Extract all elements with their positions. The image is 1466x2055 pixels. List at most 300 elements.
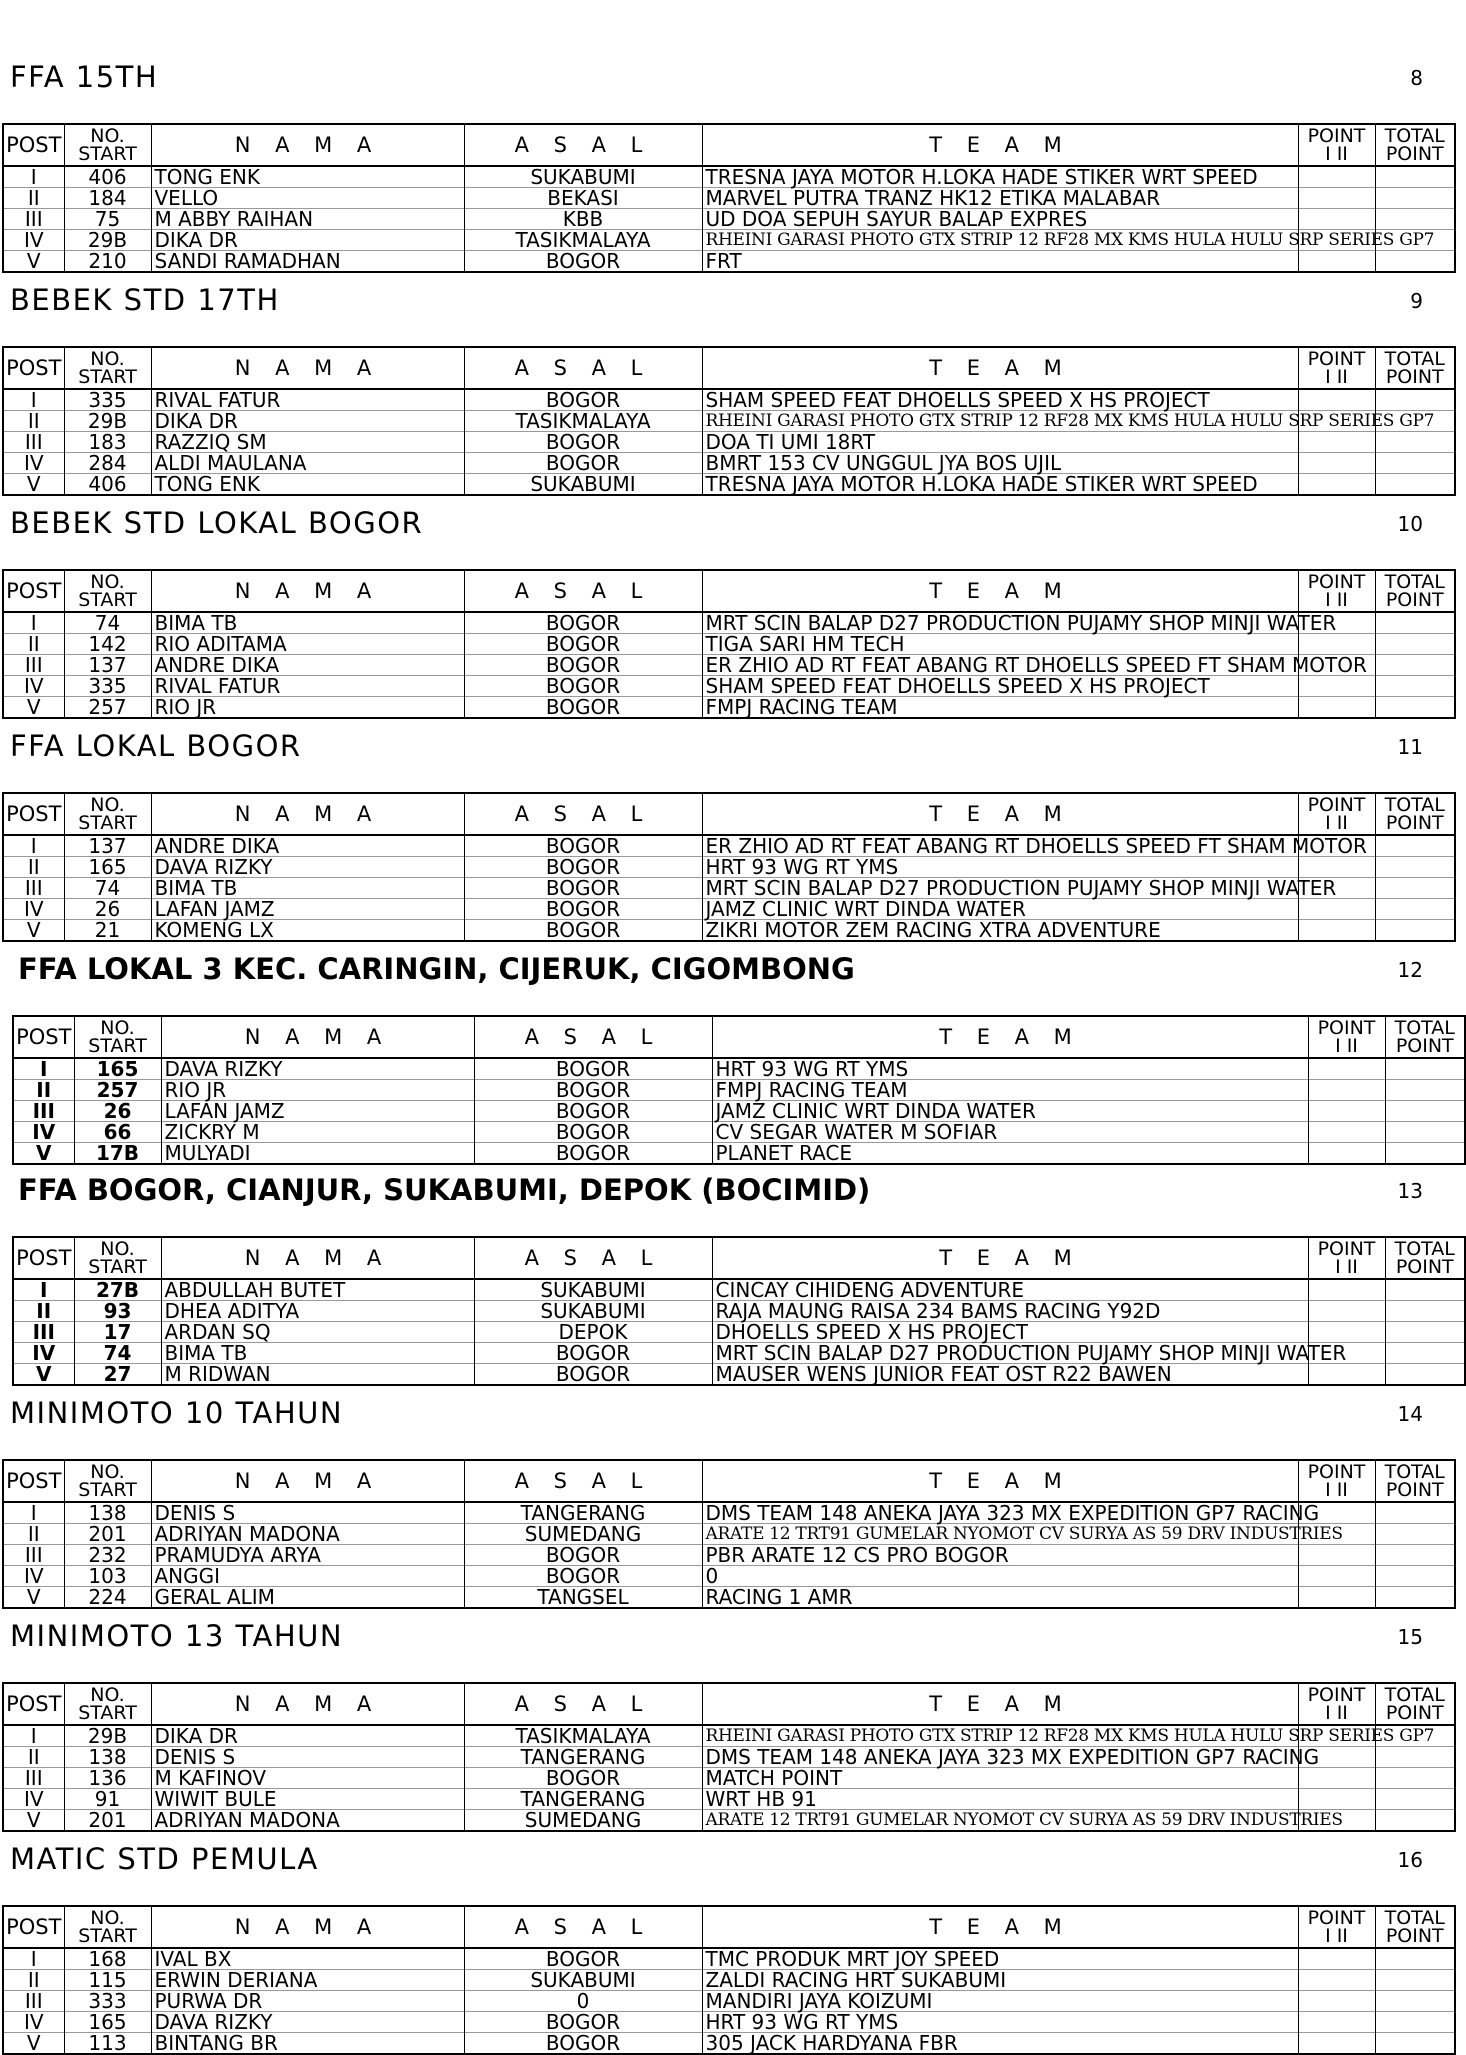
pos-cell: I bbox=[30, 1947, 37, 1971]
team-cell: CV SEGAR WATER M SOFIAR bbox=[712, 1122, 1308, 1143]
team-cell: MRT SCIN BALAP D27 PRODUCTION PUJAMY SHOP MINJI WATER bbox=[712, 1343, 1308, 1364]
table-row bbox=[3, 1524, 1455, 1545]
header-total-text: POINT bbox=[1385, 1925, 1444, 1947]
team-cell: TRESNA JAYA MOTOR H.LOKA HADE STIKER WRT SPEED bbox=[702, 166, 1298, 188]
header-team-text: T E A M bbox=[939, 1024, 1081, 1049]
header-total-text: TOTAL bbox=[1384, 571, 1445, 593]
origin-cell: BOGOR bbox=[474, 1364, 712, 1386]
start-number-cell: 184 bbox=[64, 188, 151, 209]
class-number: 9 bbox=[1410, 289, 1423, 313]
header-no-start bbox=[64, 347, 151, 389]
header-total bbox=[1385, 1237, 1465, 1279]
header-total-text: TOTAL bbox=[1384, 348, 1445, 370]
team-cell: TIGA SARI HM TECH bbox=[702, 634, 1298, 655]
header-point-text: I II bbox=[1325, 1702, 1348, 1724]
origin-cell: TANGSEL bbox=[464, 1587, 702, 1609]
header-nama-text: N A M A bbox=[234, 1914, 381, 1939]
table-row bbox=[3, 634, 1455, 655]
origin-cell: BOGOR bbox=[474, 1343, 712, 1364]
start-number-cell: 138 bbox=[64, 1502, 151, 1524]
header-point-text: POINT bbox=[1307, 1907, 1366, 1929]
team-cell: SHAM SPEED FEAT DHOELLS SPEED X HS PROJECT bbox=[702, 676, 1298, 697]
header-no-start-text: NO. bbox=[90, 571, 125, 593]
team-cell: SHAM SPEED FEAT DHOELLS SPEED X HS PROJECT bbox=[702, 389, 1298, 411]
header-pos bbox=[3, 1683, 64, 1725]
header-pos-text: POST bbox=[6, 1691, 62, 1716]
origin-cell: BOGOR bbox=[464, 676, 702, 697]
team-cell: RHEINI GARASI PHOTO GTX STRIP 12 RF28 MX KMS HULA HULU SRP SERIES GP7 bbox=[702, 230, 1298, 251]
class-title: FFA LOKAL 3 KEC. CARINGIN, CIJERUK, CIGOMBONG bbox=[18, 952, 855, 986]
origin-cell: BOGOR bbox=[464, 2012, 702, 2033]
header-team bbox=[702, 347, 1298, 389]
team-cell: RHEINI GARASI PHOTO GTX STRIP 12 RF28 MX KMS HULA HULU SRP SERIES GP7 bbox=[702, 411, 1298, 432]
header-pos-text: POST bbox=[6, 801, 62, 826]
table-header-row bbox=[3, 124, 1455, 166]
start-number-cell: 137 bbox=[64, 835, 151, 857]
point-cell bbox=[1308, 1301, 1385, 1322]
header-point-text: POINT bbox=[1317, 1238, 1376, 1260]
start-number-cell: 335 bbox=[64, 676, 151, 697]
header-asal-text: A S A L bbox=[514, 801, 652, 826]
rider-name-cell: BIMA TB bbox=[161, 1343, 474, 1364]
header-total-text: POINT bbox=[1385, 143, 1444, 165]
header-point-text: POINT bbox=[1307, 125, 1366, 147]
pos-cell: V bbox=[3, 474, 64, 496]
rider-name-cell: ARDAN SQ bbox=[161, 1322, 474, 1343]
header-asal-text: A S A L bbox=[514, 578, 652, 603]
table-row bbox=[3, 1502, 1455, 1524]
header-total-text: POINT bbox=[1385, 1702, 1444, 1724]
header-asal bbox=[464, 570, 702, 612]
start-number-cell: 29B bbox=[64, 230, 151, 251]
pos-cell: IV bbox=[3, 1789, 64, 1810]
start-number-cell: 201 bbox=[64, 1810, 151, 1832]
rider-name-cell: DIKA DR bbox=[151, 411, 464, 432]
team-cell: ER ZHIO AD RT FEAT ABANG RT DHOELLS SPEED FT SHAM MOTOR bbox=[702, 655, 1298, 676]
team-cell: JAMZ CLINIC WRT DINDA WATER bbox=[712, 1101, 1308, 1122]
pos-cell: II bbox=[3, 1970, 64, 1991]
pos-cell: III bbox=[3, 655, 64, 676]
team-cell: HRT 93 WG RT YMS bbox=[702, 2012, 1298, 2033]
start-number-cell: 210 bbox=[64, 251, 151, 273]
header-asal-text: A S A L bbox=[514, 355, 652, 380]
header-nama bbox=[151, 1906, 464, 1948]
rider-name-cell: RIVAL FATUR bbox=[151, 676, 464, 697]
header-pos bbox=[3, 347, 64, 389]
results-section bbox=[0, 1336, 1458, 1609]
team-cell: DOA TI UMI 18RT bbox=[702, 432, 1298, 453]
rider-name-cell: DAVA RIZKY bbox=[151, 857, 464, 878]
rider-name-cell: DIKA DR bbox=[151, 1725, 464, 1747]
pos-cell: II bbox=[3, 634, 64, 655]
header-point-text: I II bbox=[1325, 1479, 1348, 1501]
rider-name-cell: ERWIN DERIANA bbox=[151, 1970, 464, 1991]
pos-cell: I bbox=[40, 1057, 48, 1081]
rider-name-cell: RIO JR bbox=[161, 1080, 474, 1101]
header-point bbox=[1298, 793, 1375, 835]
header-no-start bbox=[74, 1237, 161, 1279]
header-no-start-text: NO. bbox=[90, 1461, 125, 1483]
table-header-row bbox=[13, 1016, 1465, 1058]
pos-cell: IV bbox=[3, 2012, 64, 2033]
header-point bbox=[1308, 1016, 1385, 1058]
point-cell bbox=[1298, 634, 1375, 655]
header-point-text: POINT bbox=[1307, 348, 1366, 370]
team-cell: ARATE 12 TRT91 GUMELAR NYOMOT CV SURYA AS 59 DRV INDUSTRIES bbox=[702, 1810, 1298, 1832]
header-pos-text: POST bbox=[6, 1914, 62, 1939]
header-no-start-text: START bbox=[78, 1702, 137, 1724]
header-no-start-text: NO. bbox=[90, 794, 125, 816]
header-no-start-text: START bbox=[78, 812, 137, 834]
rider-name-cell: BIMA TB bbox=[151, 878, 464, 899]
team-cell: RACING 1 AMR bbox=[702, 1587, 1298, 1609]
origin-cell: BOGOR bbox=[464, 453, 702, 474]
header-total bbox=[1375, 1460, 1455, 1502]
total-point-cell bbox=[1375, 1524, 1455, 1545]
start-number-cell: 142 bbox=[64, 634, 151, 655]
rider-name-cell: LAFAN JAMZ bbox=[151, 899, 464, 920]
origin-cell: SUKABUMI bbox=[464, 474, 702, 496]
header-nama bbox=[151, 570, 464, 612]
rider-name-cell: ALDI MAULANA bbox=[151, 453, 464, 474]
header-no-start-text: NO. bbox=[90, 1907, 125, 1929]
table-row bbox=[3, 1970, 1455, 1991]
rider-name-cell: ADRIYAN MADONA bbox=[151, 1524, 464, 1545]
point-cell bbox=[1298, 1991, 1375, 2012]
origin-cell: BOGOR bbox=[464, 878, 702, 899]
rider-name-cell: TONG ENK bbox=[151, 166, 464, 188]
class-title: FFA LOKAL BOGOR bbox=[10, 729, 302, 763]
pos-cell: I bbox=[30, 165, 37, 189]
header-point-text: POINT bbox=[1317, 1017, 1376, 1039]
table-header-row bbox=[13, 1237, 1465, 1279]
header-point-text: I II bbox=[1325, 1925, 1348, 1947]
class-number: 10 bbox=[1397, 512, 1423, 536]
start-number-cell: 27B bbox=[74, 1279, 161, 1301]
pos-cell: I bbox=[40, 1278, 48, 1302]
header-team-text: T E A M bbox=[929, 1468, 1071, 1493]
header-team-text: T E A M bbox=[929, 578, 1071, 603]
header-no-start-text: NO. bbox=[90, 125, 125, 147]
total-point-cell bbox=[1385, 1301, 1465, 1322]
header-point-text: POINT bbox=[1307, 1461, 1366, 1483]
table-row bbox=[3, 835, 1455, 857]
start-number-cell: 165 bbox=[64, 2012, 151, 2033]
start-number-cell: 66 bbox=[74, 1122, 161, 1143]
start-number-cell: 137 bbox=[64, 655, 151, 676]
pos-cell: V bbox=[3, 251, 64, 273]
header-nama bbox=[161, 1016, 474, 1058]
origin-cell: BOGOR bbox=[464, 1566, 702, 1587]
origin-cell: TANGERANG bbox=[464, 1747, 702, 1768]
header-nama bbox=[161, 1237, 474, 1279]
class-number: 11 bbox=[1397, 735, 1423, 759]
team-cell: MRT SCIN BALAP D27 PRODUCTION PUJAMY SHOP MINJI WATER bbox=[702, 612, 1298, 634]
results-section bbox=[0, 223, 1458, 496]
total-point-cell bbox=[1375, 389, 1455, 411]
team-cell: BMRT 153 CV UNGGUL JYA BOS UJIL bbox=[702, 453, 1298, 474]
origin-cell: BOGOR bbox=[464, 389, 702, 411]
start-number-cell: 224 bbox=[64, 1587, 151, 1609]
header-asal-text: A S A L bbox=[524, 1245, 662, 1270]
header-asal bbox=[474, 1237, 712, 1279]
header-asal bbox=[464, 124, 702, 166]
header-total-text: TOTAL bbox=[1394, 1017, 1455, 1039]
total-point-cell bbox=[1375, 166, 1455, 188]
total-point-cell bbox=[1375, 1948, 1455, 1970]
point-cell bbox=[1298, 1970, 1375, 1991]
point-cell bbox=[1298, 188, 1375, 209]
origin-cell: BOGOR bbox=[464, 655, 702, 676]
point-cell bbox=[1298, 389, 1375, 411]
header-point bbox=[1298, 1683, 1375, 1725]
rider-name-cell: PURWA DR bbox=[151, 1991, 464, 2012]
class-title: MINIMOTO 10 TAHUN bbox=[10, 1396, 344, 1430]
start-number-cell: 284 bbox=[64, 453, 151, 474]
header-team bbox=[712, 1237, 1308, 1279]
origin-cell: BOGOR bbox=[464, 1768, 702, 1789]
rider-name-cell: DENIS S bbox=[151, 1502, 464, 1524]
origin-cell: BOGOR bbox=[464, 2033, 702, 2055]
header-nama-text: N A M A bbox=[234, 801, 381, 826]
origin-cell: DEPOK bbox=[474, 1322, 712, 1343]
header-asal-text: A S A L bbox=[514, 1691, 652, 1716]
team-cell: HRT 93 WG RT YMS bbox=[702, 857, 1298, 878]
table-row bbox=[3, 1948, 1455, 1970]
start-number-cell: 257 bbox=[64, 697, 151, 719]
rider-name-cell: IVAL BX bbox=[151, 1948, 464, 1970]
header-team bbox=[702, 1906, 1298, 1948]
header-nama-text: N A M A bbox=[244, 1024, 391, 1049]
pos-cell: V bbox=[13, 1364, 74, 1386]
pos-cell: I bbox=[30, 611, 37, 635]
start-number-cell: 232 bbox=[64, 1545, 151, 1566]
rider-name-cell: RIVAL FATUR bbox=[151, 389, 464, 411]
pos-cell: V bbox=[3, 1810, 64, 1832]
header-total-text: POINT bbox=[1385, 1479, 1444, 1501]
header-asal bbox=[464, 347, 702, 389]
total-point-cell bbox=[1375, 634, 1455, 655]
header-pos bbox=[3, 570, 64, 612]
header-team-text: T E A M bbox=[929, 355, 1071, 380]
rider-name-cell: DIKA DR bbox=[151, 230, 464, 251]
header-total-text: POINT bbox=[1385, 812, 1444, 834]
origin-cell: BOGOR bbox=[464, 920, 702, 942]
header-asal-text: A S A L bbox=[514, 1914, 652, 1939]
origin-cell: BOGOR bbox=[464, 697, 702, 719]
pos-cell: II bbox=[3, 1524, 64, 1545]
origin-cell: SUKABUMI bbox=[474, 1301, 712, 1322]
pos-cell: II bbox=[13, 1080, 74, 1101]
rider-name-cell: SANDI RAMADHAN bbox=[151, 251, 464, 273]
rider-name-cell: PRAMUDYA ARYA bbox=[151, 1545, 464, 1566]
pos-cell: III bbox=[3, 1768, 64, 1789]
header-no-start bbox=[64, 1460, 151, 1502]
team-cell: ZIKRI MOTOR ZEM RACING XTRA ADVENTURE bbox=[702, 920, 1298, 942]
header-nama bbox=[151, 793, 464, 835]
header-point bbox=[1298, 570, 1375, 612]
pos-cell: III bbox=[3, 1991, 64, 2012]
team-cell: MAUSER WENS JUNIOR FEAT OST R22 BAWEN bbox=[712, 1364, 1308, 1386]
pos-cell: V bbox=[13, 1143, 74, 1165]
team-cell: 0 bbox=[702, 1566, 1298, 1587]
start-number-cell: 74 bbox=[64, 612, 151, 634]
start-number-cell: 406 bbox=[64, 474, 151, 496]
total-point-cell bbox=[1375, 1991, 1455, 2012]
pos-cell: IV bbox=[3, 676, 64, 697]
team-cell: CINCAY CIHIDENG ADVENTURE bbox=[712, 1279, 1308, 1301]
header-nama-text: N A M A bbox=[234, 355, 381, 380]
header-point-text: POINT bbox=[1307, 794, 1366, 816]
start-number-cell: 183 bbox=[64, 432, 151, 453]
header-team-text: T E A M bbox=[929, 132, 1071, 157]
header-total-text: TOTAL bbox=[1384, 1684, 1445, 1706]
start-number-cell: 26 bbox=[74, 1101, 161, 1122]
origin-cell: BOGOR bbox=[464, 251, 702, 273]
header-total bbox=[1375, 793, 1455, 835]
team-cell: JAMZ CLINIC WRT DINDA WATER bbox=[702, 899, 1298, 920]
team-cell: MATCH POINT bbox=[702, 1768, 1298, 1789]
header-no-start bbox=[64, 793, 151, 835]
rider-name-cell: WIWIT BULE bbox=[151, 1789, 464, 1810]
header-pos bbox=[3, 793, 64, 835]
header-point bbox=[1298, 347, 1375, 389]
header-point-text: I II bbox=[1325, 812, 1348, 834]
start-number-cell: 165 bbox=[64, 857, 151, 878]
rider-name-cell: ANDRE DIKA bbox=[151, 835, 464, 857]
rider-name-cell: BINTANG BR bbox=[151, 2033, 464, 2055]
team-cell: PLANET RACE bbox=[712, 1143, 1308, 1165]
start-number-cell: 74 bbox=[64, 878, 151, 899]
origin-cell: KBB bbox=[464, 209, 702, 230]
header-total-text: TOTAL bbox=[1384, 125, 1445, 147]
header-nama bbox=[151, 1683, 464, 1725]
origin-cell: BOGOR bbox=[474, 1080, 712, 1101]
pos-cell: I bbox=[30, 834, 37, 858]
header-pos bbox=[13, 1237, 74, 1279]
total-point-cell bbox=[1375, 612, 1455, 634]
rider-name-cell: ANGGI bbox=[151, 1566, 464, 1587]
header-pos-text: POST bbox=[6, 1468, 62, 1493]
rider-name-cell: ZICKRY M bbox=[161, 1122, 474, 1143]
start-number-cell: 21 bbox=[64, 920, 151, 942]
pos-cell: V bbox=[3, 920, 64, 942]
team-cell: WRT HB 91 bbox=[702, 1789, 1298, 1810]
rider-name-cell: M RIDWAN bbox=[161, 1364, 474, 1386]
header-team bbox=[702, 793, 1298, 835]
total-point-cell bbox=[1375, 188, 1455, 209]
start-number-cell: 113 bbox=[64, 2033, 151, 2055]
header-asal-text: A S A L bbox=[514, 1468, 652, 1493]
origin-cell: TANGERANG bbox=[464, 1502, 702, 1524]
team-cell: 305 JACK HARDYANA FBR bbox=[702, 2033, 1298, 2055]
header-total bbox=[1375, 1906, 1455, 1948]
team-cell: ARATE 12 TRT91 GUMELAR NYOMOT CV SURYA AS 59 DRV INDUSTRIES bbox=[702, 1524, 1298, 1545]
table-row bbox=[3, 1725, 1455, 1747]
origin-cell: BOGOR bbox=[464, 634, 702, 655]
header-no-start-text: START bbox=[78, 1479, 137, 1501]
table-row bbox=[13, 1301, 1465, 1322]
rider-name-cell: TONG ENK bbox=[151, 474, 464, 496]
pos-cell: II bbox=[13, 1301, 74, 1322]
pos-cell: II bbox=[3, 1747, 64, 1768]
total-point-cell bbox=[1375, 1970, 1455, 1991]
header-no-start-text: START bbox=[88, 1256, 147, 1278]
pos-cell: IV bbox=[13, 1122, 74, 1143]
start-number-cell: 75 bbox=[64, 209, 151, 230]
table-row bbox=[3, 166, 1455, 188]
header-total-text: TOTAL bbox=[1384, 1907, 1445, 1929]
header-total-text: TOTAL bbox=[1394, 1238, 1455, 1260]
header-team-text: T E A M bbox=[929, 801, 1071, 826]
header-no-start-text: NO. bbox=[100, 1238, 135, 1260]
header-point-text: POINT bbox=[1307, 571, 1366, 593]
point-cell bbox=[1308, 1279, 1385, 1301]
pos-cell: V bbox=[3, 697, 64, 719]
header-asal bbox=[464, 1906, 702, 1948]
team-cell: FMPJ RACING TEAM bbox=[712, 1080, 1308, 1101]
header-nama-text: N A M A bbox=[234, 1468, 381, 1493]
origin-cell: BOGOR bbox=[464, 899, 702, 920]
header-no-start-text: START bbox=[78, 143, 137, 165]
origin-cell: BOGOR bbox=[464, 835, 702, 857]
table-row bbox=[3, 2012, 1455, 2033]
class-title: FFA BOGOR, CIANJUR, SUKABUMI, DEPOK (BOCIMID) bbox=[18, 1173, 871, 1207]
table-row bbox=[13, 1058, 1465, 1080]
pos-cell: III bbox=[3, 432, 64, 453]
class-number: 12 bbox=[1397, 958, 1423, 982]
results-section bbox=[0, 0, 1458, 273]
header-no-start-text: START bbox=[78, 589, 137, 611]
rider-name-cell: BIMA TB bbox=[151, 612, 464, 634]
team-cell: RHEINI GARASI PHOTO GTX STRIP 12 RF28 MX KMS HULA HULU SRP SERIES GP7 bbox=[702, 1725, 1298, 1747]
table-row bbox=[3, 389, 1455, 411]
header-no-start bbox=[64, 1683, 151, 1725]
rider-name-cell: GERAL ALIM bbox=[151, 1587, 464, 1609]
header-total-text: TOTAL bbox=[1384, 794, 1445, 816]
class-title: BEBEK STD 17TH bbox=[10, 283, 280, 317]
table-row bbox=[13, 1080, 1465, 1101]
class-number: 16 bbox=[1397, 1848, 1423, 1872]
table-row bbox=[13, 1279, 1465, 1301]
origin-cell: SUKABUMI bbox=[464, 166, 702, 188]
header-point-text: I II bbox=[1335, 1256, 1358, 1278]
header-no-start bbox=[64, 570, 151, 612]
rider-name-cell: VELLO bbox=[151, 188, 464, 209]
pos-cell: I bbox=[30, 388, 37, 412]
origin-cell: BOGOR bbox=[474, 1101, 712, 1122]
origin-cell: SUMEDANG bbox=[464, 1524, 702, 1545]
team-cell: HRT 93 WG RT YMS bbox=[712, 1058, 1308, 1080]
point-cell bbox=[1298, 2012, 1375, 2033]
header-total-text: POINT bbox=[1395, 1035, 1454, 1057]
header-no-start-text: NO. bbox=[90, 348, 125, 370]
total-point-cell bbox=[1375, 2033, 1455, 2055]
pos-cell: III bbox=[3, 1545, 64, 1566]
start-number-cell: 103 bbox=[64, 1566, 151, 1587]
header-no-start-text: NO. bbox=[100, 1017, 135, 1039]
start-number-cell: 115 bbox=[64, 1970, 151, 1991]
header-total-text: POINT bbox=[1395, 1256, 1454, 1278]
origin-cell: TANGERANG bbox=[464, 1789, 702, 1810]
start-number-cell: 27 bbox=[74, 1364, 161, 1386]
total-point-cell bbox=[1385, 1279, 1465, 1301]
team-cell: TMC PRODUK MRT JOY SPEED bbox=[702, 1948, 1298, 1970]
rider-name-cell: DAVA RIZKY bbox=[151, 2012, 464, 2033]
point-cell bbox=[1298, 166, 1375, 188]
header-total-text: POINT bbox=[1385, 366, 1444, 388]
pos-cell: III bbox=[3, 209, 64, 230]
